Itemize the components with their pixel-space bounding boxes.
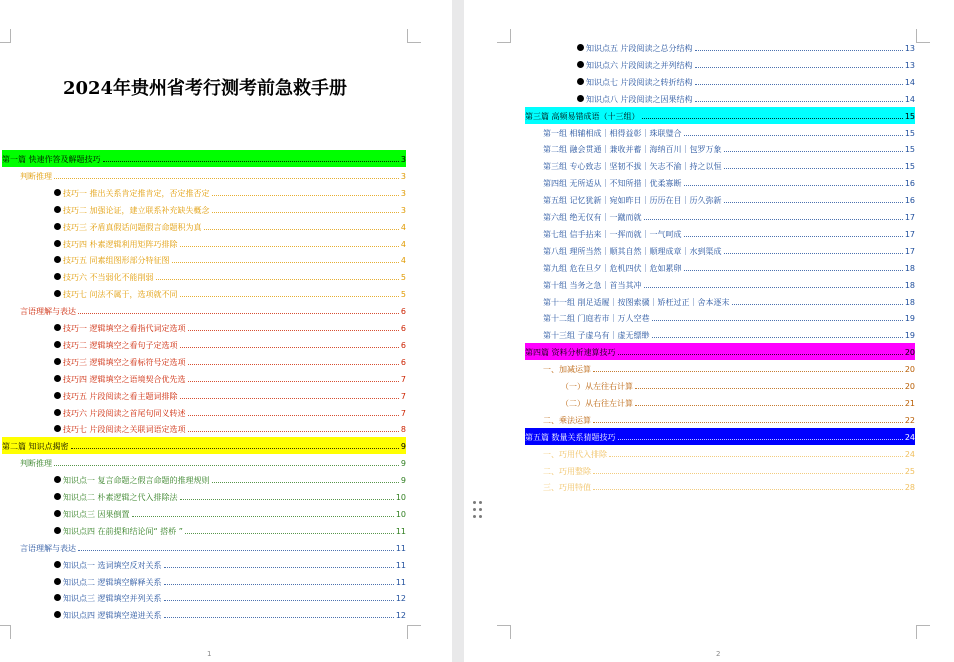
toc-page-number: 13 — [904, 44, 915, 53]
toc-dot-leader — [54, 454, 399, 466]
toc-entry[interactable] — [577, 90, 915, 107]
toc-page-number: 7 — [400, 408, 406, 418]
toc-entry[interactable] — [543, 191, 915, 208]
toc-entry[interactable] — [54, 336, 406, 353]
crop-mark-bottom-right — [916, 625, 930, 639]
crop-mark-top-left — [0, 29, 11, 43]
toc-entry-label: 技巧四 逻辑填空之语境契合优先选 — [63, 374, 186, 384]
toc-entry[interactable] — [54, 235, 406, 252]
toc-page-number: 16 — [904, 196, 915, 206]
toc-entry[interactable] — [2, 437, 406, 454]
toc-dot-leader — [695, 73, 903, 85]
toc-entry[interactable] — [20, 302, 406, 319]
toc-entry-label: 第五篇 数量关系猜题技巧 — [525, 432, 616, 442]
toc-dot-leader — [684, 225, 903, 237]
toc-entry[interactable] — [20, 454, 406, 471]
toc-dot-leader — [732, 293, 903, 305]
toc-entry-label: 一、巧用代入排除 — [543, 449, 607, 459]
toc-page-number: 17 — [904, 213, 915, 222]
toc-page-number: 7 — [400, 391, 406, 401]
toc-dot-leader — [188, 404, 399, 416]
toc-entry[interactable] — [20, 539, 406, 556]
toc-entry-label: 技巧三 矛盾真假话问题假言命题积为真 — [63, 222, 202, 232]
toc-dot-leader — [164, 556, 394, 568]
toc-dot-leader — [54, 167, 399, 179]
bullet-icon — [54, 425, 61, 432]
toc-entry[interactable] — [54, 268, 406, 285]
toc-entry-label: 第五组 记忆犹新｜宛如昨日｜历历在目｜历久弥新 — [543, 196, 722, 206]
bullet-icon — [54, 290, 61, 297]
toc-entry[interactable] — [543, 124, 915, 141]
toc-entry-label: 知识点三 因果倒置 — [63, 509, 130, 519]
toc-entry[interactable] — [543, 462, 915, 479]
toc-entry-label: 知识点八 片段阅读之因果结构 — [586, 94, 693, 104]
toc-page-number: 5 — [400, 290, 406, 300]
toc-entry-label: 技巧六 不当弱化不能削弱 — [63, 273, 154, 283]
toc-page-number: 15 — [904, 128, 915, 138]
toc-page-number: 6 — [400, 357, 406, 367]
toc-entry-label: 第六组 绝无仅有｜一蹴而就 — [543, 213, 642, 222]
toc-entry-label: 技巧一 推出关系肯定推肯定，否定推否定 — [63, 188, 210, 198]
toc-page-number: 12 — [395, 594, 406, 604]
toc-entry[interactable] — [543, 276, 915, 293]
toc-page-number: 8 — [400, 425, 406, 435]
toc-page-number: 9 — [400, 476, 406, 486]
toc-entry-label: 技巧七 片段阅读之关联词语定选项 — [63, 425, 186, 435]
drag-handle-icon[interactable] — [472, 500, 484, 520]
bullet-icon — [577, 44, 584, 51]
toc-entry-label: 技巧二 加强论证，建立联系补充缺失概念 — [63, 205, 210, 215]
toc-page-number: 22 — [904, 415, 915, 425]
toc-page-number: 15 — [904, 145, 915, 155]
toc-page-number: 6 — [400, 324, 406, 333]
toc-entry-label: 知识点四 逻辑填空递进关系 — [63, 611, 162, 621]
toc-entry[interactable] — [561, 377, 915, 394]
document-page-1 — [0, 0, 452, 662]
toc-page-number: 6 — [400, 340, 406, 350]
toc-entry[interactable] — [54, 556, 406, 573]
toc-page-number: 9 — [400, 442, 406, 452]
toc-entry-label: 第八组 理所当然｜顺其自然｜顺理成章｜水到渠成 — [543, 246, 722, 256]
toc-dot-leader — [204, 218, 399, 230]
toc-page-number: 5 — [400, 273, 406, 283]
toc-entry-label: 第一篇 快速作答及解题技巧 — [2, 155, 101, 164]
toc-entry-label: （一）从左往右计算 — [561, 382, 633, 391]
toc-dot-leader — [635, 394, 903, 406]
toc-entry[interactable] — [543, 225, 915, 242]
toc-entry-label: 技巧五 片段阅读之看主题词排除 — [63, 391, 178, 401]
document-page-2 — [464, 0, 954, 662]
bullet-icon — [54, 476, 61, 483]
page-gap — [452, 0, 464, 662]
toc-entry-label: 技巧三 逻辑填空之看标符号定选项 — [63, 357, 186, 367]
toc-entry[interactable] — [543, 140, 915, 157]
toc-entry-label: 言语理解与表达 — [20, 543, 76, 553]
toc-entry[interactable] — [54, 218, 406, 235]
toc-page-number: 16 — [904, 179, 915, 189]
toc-dot-leader — [618, 428, 903, 440]
toc-dot-leader — [212, 201, 399, 213]
bullet-icon — [54, 510, 61, 517]
toc-page-number: 18 — [904, 263, 915, 273]
toc-entry[interactable] — [54, 251, 406, 268]
toc-entry[interactable] — [54, 522, 406, 539]
crop-mark-top-right — [916, 29, 930, 43]
toc-dot-leader — [188, 420, 399, 432]
toc-entry[interactable] — [525, 428, 915, 445]
toc-dot-leader — [593, 462, 903, 474]
toc-page-number: 25 — [904, 466, 915, 476]
toc-page-number: 20 — [904, 348, 915, 358]
bullet-icon — [54, 358, 61, 365]
toc-dot-leader — [164, 573, 394, 585]
toc-page-number: 7 — [400, 374, 406, 384]
toc-page-number: 4 — [400, 239, 406, 249]
toc-entry-label: 第二组 融会贯通｜兼收并蓄｜海纳百川｜包罗万象 — [543, 145, 722, 155]
toc-entry-label: 知识点三 逻辑填空并列关系 — [63, 594, 162, 604]
toc-page-number: 12 — [395, 611, 406, 621]
toc-entry-label: 知识点五 片段阅读之总分结构 — [586, 44, 693, 53]
toc-page-number: 20 — [904, 382, 915, 391]
toc-entry-label: 二、巧用整除 — [543, 466, 591, 476]
toc-dot-leader — [652, 309, 903, 321]
toc-entry-label: 第一组 相辅相成｜相得益彰｜珠联璧合 — [543, 128, 682, 138]
toc-dot-leader — [180, 488, 394, 500]
toc-entry[interactable] — [543, 326, 915, 343]
toc-entry-label: 知识点一 选词填空反对关系 — [63, 560, 162, 570]
toc-entry[interactable] — [525, 343, 915, 360]
toc-entry-label: （二）从右往左计算 — [561, 398, 633, 408]
bullet-icon — [54, 594, 61, 601]
toc-dot-leader — [164, 606, 394, 618]
toc-entry-label: 一、加减运算 — [543, 365, 591, 375]
bullet-icon — [54, 578, 61, 585]
toc-entry[interactable] — [543, 293, 915, 310]
toc-entry-label: 知识点一 复言命题之假言命题的推理规则 — [63, 476, 210, 486]
toc-dot-leader — [71, 437, 399, 449]
toc-entry[interactable] — [54, 606, 406, 623]
toc-page-number: 4 — [400, 222, 406, 232]
bullet-icon — [54, 409, 61, 416]
crop-mark-bottom-left — [497, 625, 511, 639]
toc-dot-leader — [164, 589, 394, 601]
toc-entry-label: 第十二组 门庭若市｜万人空巷 — [543, 314, 650, 324]
toc-entry[interactable] — [543, 445, 915, 462]
toc-page-number: 19 — [904, 331, 915, 341]
toc-page-number: 3 — [400, 205, 406, 215]
toc-dot-leader — [180, 336, 399, 348]
toc-entry[interactable] — [577, 56, 915, 73]
bullet-icon — [54, 392, 61, 399]
toc-entry-label: 知识点七 片段阅读之转折结构 — [586, 77, 693, 87]
crop-mark-top-right — [407, 29, 421, 43]
toc-entry-label: 知识点二 朴素逻辑之代入排除法 — [63, 493, 178, 502]
toc-dot-leader — [188, 353, 399, 365]
crop-mark-bottom-left — [0, 625, 11, 639]
bullet-icon — [54, 223, 61, 230]
toc-dot-leader — [180, 285, 399, 297]
toc-entry-label: 知识点二 逻辑填空解释关系 — [63, 577, 162, 587]
toc-dot-leader — [593, 478, 903, 490]
toc-entry-label: 技巧二 逻辑填空之看句子定选项 — [63, 340, 178, 350]
toc-dot-leader — [593, 411, 903, 423]
toc-entry[interactable] — [543, 309, 915, 326]
toc-dot-leader — [695, 56, 903, 68]
toc-entry-label: 三、巧用特值 — [543, 483, 591, 493]
bullet-icon — [54, 375, 61, 382]
toc-dot-leader — [212, 184, 399, 196]
toc-entry-label: 技巧一 逻辑填空之看指代词定选项 — [63, 324, 186, 333]
toc-page-number: 11 — [395, 526, 406, 536]
toc-entry[interactable] — [543, 360, 915, 377]
toc-dot-leader — [724, 140, 903, 152]
toc-page-number: 24 — [904, 432, 915, 442]
bullet-icon — [54, 611, 61, 618]
toc-entry[interactable] — [577, 73, 915, 90]
toc-entry[interactable] — [54, 420, 406, 437]
toc-dot-leader — [103, 150, 399, 162]
toc-entry-label: 技巧六 片段阅读之首尾句同义转述 — [63, 408, 186, 418]
toc-entry[interactable] — [54, 370, 406, 387]
toc-entry-label: 判断推理 — [20, 459, 52, 469]
toc-page-number: 10 — [395, 509, 406, 519]
toc-dot-leader — [212, 471, 399, 483]
toc-entry-label: 技巧五 同素组图形部分特征图 — [63, 256, 170, 266]
bullet-icon — [54, 493, 61, 500]
toc-page-number: 14 — [904, 77, 915, 87]
bullet-icon — [54, 256, 61, 263]
toc-page-number: 11 — [395, 543, 406, 553]
toc-page-number: 28 — [904, 483, 915, 493]
toc-entry[interactable] — [54, 201, 406, 218]
bullet-icon — [54, 273, 61, 280]
toc-entry[interactable] — [54, 488, 406, 505]
bullet-icon — [54, 206, 61, 213]
toc-page-number: 24 — [904, 449, 915, 459]
toc-dot-leader — [724, 191, 903, 203]
toc-entry-label: 言语理解与表达 — [20, 307, 76, 317]
toc-entry[interactable] — [2, 150, 406, 167]
toc-page-number: 10 — [395, 493, 406, 502]
toc-dot-leader — [644, 276, 903, 288]
toc-dot-leader — [172, 251, 399, 263]
toc-page-number: 11 — [395, 577, 406, 587]
toc-dot-leader — [724, 157, 903, 169]
toc-entry[interactable] — [54, 589, 406, 606]
toc-page-number: 14 — [904, 94, 915, 104]
toc-entry[interactable] — [54, 505, 406, 522]
bullet-icon — [54, 324, 61, 331]
toc-entry[interactable] — [525, 107, 915, 124]
toc-entry-label: 知识点四 在前提和结论间“ 搭桥 ” — [63, 526, 183, 536]
bullet-icon — [54, 189, 61, 196]
toc-dot-leader — [78, 302, 399, 314]
toc-page-number: 9 — [400, 459, 406, 469]
toc-dot-leader — [684, 124, 903, 136]
bullet-icon — [54, 561, 61, 568]
toc-entry[interactable] — [54, 184, 406, 201]
toc-dot-leader — [695, 90, 903, 102]
toc-entry[interactable] — [54, 353, 406, 370]
toc-page-number: 15 — [904, 111, 915, 121]
toc-entry-label: 第十三组 子虚乌有｜虚无缥缈 — [543, 331, 650, 341]
toc-entry-label: 第十一组 削足适履｜按图索骥｜矫枉过正｜舍本逐末 — [543, 297, 730, 307]
toc-entry[interactable] — [54, 471, 406, 488]
toc-entry-label: 第四组 无所适从｜不知所措｜优柔寡断 — [543, 179, 682, 189]
toc-page-number: 13 — [904, 60, 915, 70]
toc-page-number: 18 — [904, 297, 915, 307]
crop-mark-top-left — [497, 29, 511, 43]
toc-dot-leader — [635, 377, 903, 389]
toc-dot-leader — [180, 387, 399, 399]
toc-dot-leader — [593, 360, 903, 372]
toc-entry-label: 第二篇 知识点揭密 — [2, 442, 69, 452]
toc-page-number: 6 — [400, 307, 406, 317]
toc-dot-leader — [684, 259, 903, 271]
bullet-icon — [54, 341, 61, 348]
toc-entry[interactable] — [54, 404, 406, 421]
page-number: 1 — [207, 650, 212, 658]
toc-entry-label: 第十组 当务之急｜首当其冲 — [543, 280, 642, 290]
toc-dot-leader — [78, 539, 394, 551]
toc-entry-label: 第七组 信手拈来｜一挥而就｜一气呵成 — [543, 229, 682, 239]
bullet-icon — [54, 527, 61, 534]
toc-entry[interactable] — [543, 411, 915, 428]
toc-entry[interactable] — [543, 259, 915, 276]
toc-entry-label: 二、乘法运算 — [543, 415, 591, 425]
toc-dot-leader — [618, 343, 903, 355]
toc-entry[interactable] — [54, 319, 406, 336]
toc-entry[interactable] — [54, 285, 406, 302]
toc-dot-leader — [684, 174, 903, 186]
toc-entry-label: 第四篇 资料分析速算技巧 — [525, 348, 616, 358]
toc-entry[interactable] — [561, 394, 915, 411]
toc-entry[interactable] — [543, 478, 915, 495]
toc-dot-leader — [180, 235, 399, 247]
toc-page-number: 17 — [904, 229, 915, 239]
bullet-icon — [54, 240, 61, 247]
toc-entry-label: 技巧七 问法不属于，选项就不同 — [63, 290, 178, 300]
toc-page-number: 11 — [395, 560, 406, 570]
crop-mark-bottom-right — [407, 625, 421, 639]
toc-entry-label: 第三篇 高频易错成语（十三组） — [525, 111, 640, 121]
toc-dot-leader — [188, 319, 399, 331]
toc-page-number: 19 — [904, 314, 915, 324]
toc-entry-label: 判断推理 — [20, 171, 52, 181]
toc-entry[interactable] — [54, 573, 406, 590]
page-number: 2 — [716, 650, 721, 658]
toc-entry[interactable] — [20, 167, 406, 184]
toc-page-number: 15 — [904, 162, 915, 172]
toc-entry-label: 第三组 专心致志｜坚韧不拔｜矢志不渝｜持之以恒 — [543, 162, 722, 172]
toc-entry[interactable] — [543, 157, 915, 174]
toc-dot-leader — [185, 522, 394, 534]
bullet-icon — [577, 61, 584, 68]
toc-page-number: 3 — [400, 155, 406, 164]
toc-entry[interactable] — [543, 208, 915, 225]
toc-dot-leader — [156, 268, 399, 280]
toc-page-number: 20 — [904, 365, 915, 375]
toc-dot-leader — [695, 39, 903, 51]
toc-dot-leader — [132, 505, 394, 517]
toc-dot-leader — [644, 208, 903, 220]
toc-dot-leader — [609, 445, 903, 457]
toc-entry[interactable] — [54, 387, 406, 404]
toc-dot-leader — [188, 370, 399, 382]
toc-entry[interactable] — [543, 242, 915, 259]
toc-entry-label: 第九组 危在旦夕｜危机四伏｜危如累卵 — [543, 263, 682, 273]
toc-entry-label: 技巧四 朴素逻辑利用矩阵巧排除 — [63, 239, 178, 249]
toc-entry[interactable] — [577, 39, 915, 56]
bullet-icon — [577, 78, 584, 85]
toc-dot-leader — [652, 326, 903, 338]
toc-entry-label: 知识点六 片段阅读之并列结构 — [586, 60, 693, 70]
toc-page-number: 21 — [904, 398, 915, 408]
toc-entry[interactable] — [543, 174, 915, 191]
toc-dot-leader — [724, 242, 903, 254]
toc-page-number: 4 — [400, 256, 406, 266]
toc-page-number: 3 — [400, 188, 406, 198]
document-title: 2024年贵州省考行测考前急救手册 — [62, 78, 348, 99]
toc-page-number: 18 — [904, 280, 915, 290]
bullet-icon — [577, 95, 584, 102]
toc-page-number: 3 — [400, 171, 406, 181]
toc-page-number: 17 — [904, 246, 915, 256]
toc-dot-leader — [642, 107, 903, 119]
